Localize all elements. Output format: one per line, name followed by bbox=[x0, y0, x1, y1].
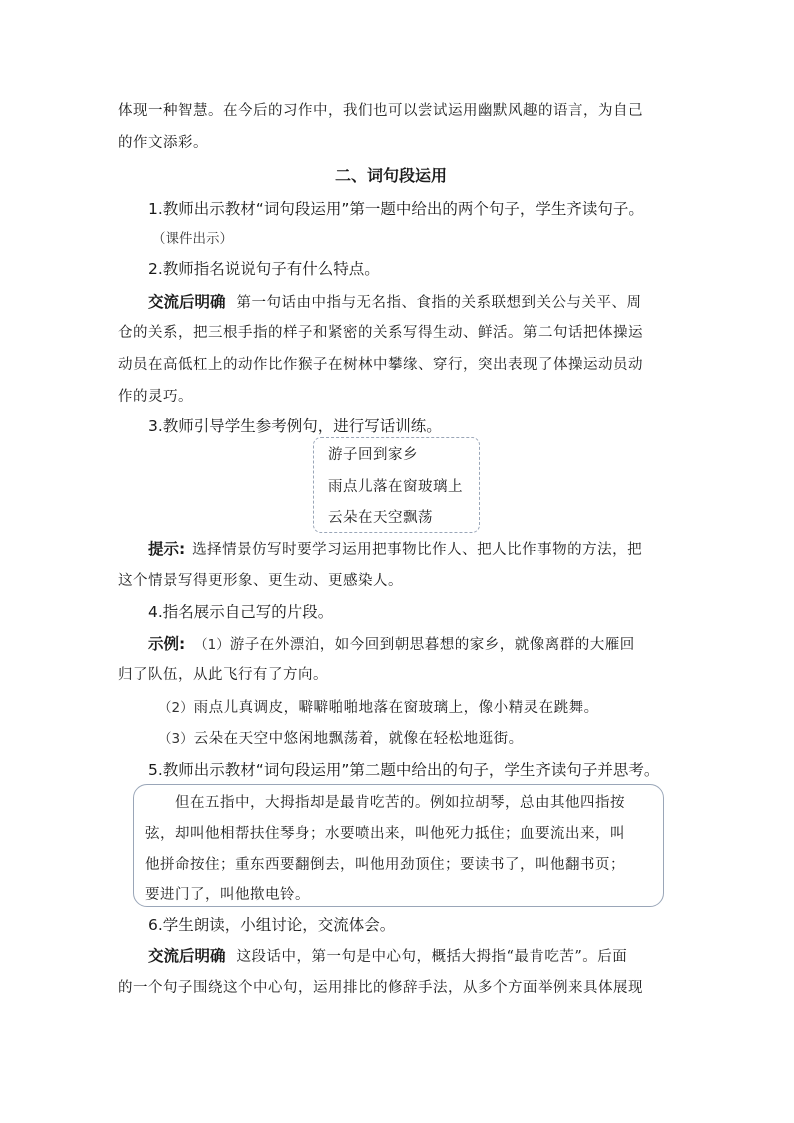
text-span: 第一句话由中指与无名指、食指的关系联想到关公与关平、周 bbox=[236, 295, 642, 311]
label-tip-colon: : bbox=[179, 540, 186, 558]
box-line: 弦，却叫他相帮扶住琴身；水要喷出来，叫他死力抵住；血要流出来，叫 bbox=[145, 826, 625, 842]
box-line: 雨点儿落在窗玻璃上 bbox=[328, 479, 463, 495]
text-line: 体现一种智慧。在今后的习作中，我们也可以尝试运用幽默风趣的语言，为自己 bbox=[118, 103, 643, 119]
paragraph-line bbox=[148, 945, 627, 968]
paragraph-line bbox=[148, 291, 641, 314]
box-line: 游子回到家乡 bbox=[328, 447, 418, 463]
text-line: 1.教师出示教材“词句段运用”第一题中给出的两个句子，学生齐读句子。 bbox=[148, 200, 644, 218]
text-line: 归了队伍，从此飞行有了方向。 bbox=[118, 667, 328, 683]
text-line: 3.教师引导学生参考例句，进行写话训练。 bbox=[148, 417, 442, 435]
text-line: 仓的关系，把三根手指的样子和紧密的关系写得生动、鲜活。第二句话把体操运 bbox=[118, 325, 643, 341]
text-line: 6.学生朗读，小组讨论，交流体会。 bbox=[148, 916, 396, 934]
text-span: 雨点儿真调皮，噼噼啪啪地落在窗玻璃上，像小精灵在跳舞。 bbox=[193, 700, 599, 716]
box-line: 要进门了，叫他揿电铃。 bbox=[145, 887, 310, 903]
box-line: 他拼命按住；重东西要翻倒去，叫他用劲顶住；要读书了，叫他翻书页； bbox=[145, 857, 625, 873]
item-number: （3） bbox=[158, 731, 194, 747]
paragraph-line bbox=[158, 727, 524, 750]
label-conclusion: 交流后明确 bbox=[148, 293, 226, 311]
paragraph-line bbox=[148, 633, 635, 656]
item-number: （1） bbox=[194, 637, 230, 653]
text-line: （课件出示） bbox=[152, 231, 233, 247]
text-line: 动员在高低杠上的动作比作猴子在树林中攀缘、穿行，突出表现了体操运动员动 bbox=[118, 357, 643, 373]
text-line: 的作文添彩。 bbox=[118, 135, 208, 151]
paragraph-line bbox=[158, 696, 599, 719]
paragraph-line bbox=[148, 538, 642, 561]
box-line: 但在五指中，大拇指却是最肯吃苦的。例如拉胡琴，总由其他四指按 bbox=[175, 795, 625, 811]
text-line: 5.教师出示教材“词句段运用”第二题中给出的句子，学生齐读句子并思考。 bbox=[148, 761, 660, 779]
text-span: 游子在外漂泊，如今回到朝思暮想的家乡，就像离群的大雁回 bbox=[229, 637, 635, 653]
text-span: 选择情景仿写时要学习运用把事物比作人、把人比作事物的方法，把 bbox=[192, 542, 643, 558]
box-line: 云朵在天空飘荡 bbox=[328, 510, 433, 526]
text-span: 云朵在天空中悠闲地飘荡着，就像在轻松地逛街。 bbox=[193, 731, 524, 747]
label-tip: 提示 bbox=[148, 540, 180, 558]
label-conclusion: 交流后明确 bbox=[148, 947, 226, 965]
text-span: 这段话中，第一句是中心句，概括大拇指“最肯吃苦”。后面 bbox=[236, 949, 628, 965]
text-line: 这个情景写得更形象、更生动、更感染人。 bbox=[118, 573, 403, 589]
text-line: 的一个句子围绕这个中心句，运用排比的修辞手法，从多个方面举例来具体展现 bbox=[118, 980, 643, 996]
label-sample: 示例 bbox=[148, 635, 180, 653]
label-sample-colon: : bbox=[179, 635, 186, 653]
text-line: 作的灵巧。 bbox=[118, 389, 193, 405]
section-heading: 二、词句段运用 bbox=[335, 166, 448, 185]
text-line: 4.指名展示自己写的片段。 bbox=[148, 603, 334, 621]
item-number: （2） bbox=[158, 700, 194, 716]
text-line: 2.教师指名说说句子有什么特点。 bbox=[148, 260, 380, 278]
